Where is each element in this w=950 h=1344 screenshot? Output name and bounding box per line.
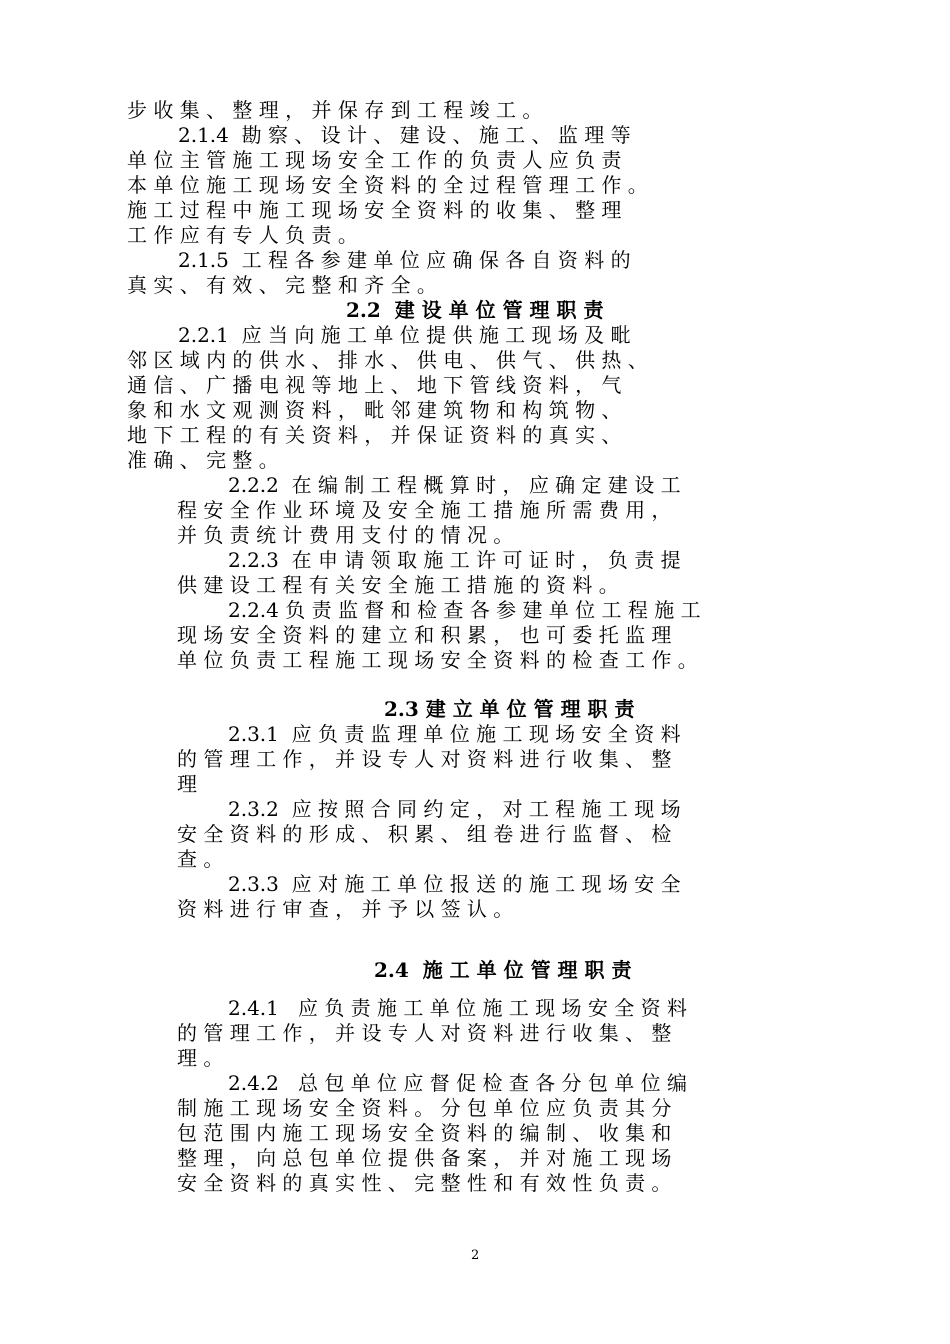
text-line: 单 位 主 管 施 工 现 场 安 全 工 作 的 负 责 人 应 负 责: [127, 148, 622, 172]
text-line: 理 。: [177, 1046, 224, 1070]
text-line: 的 管 理 工 作 ， 并 设 专 人 对 资 料 进 行 收 集 、 整: [177, 1021, 672, 1045]
text-line: 本 单 位 施 工 现 场 安 全 资 料 的 全 过 程 管 理 工 作 。: [127, 173, 648, 197]
clause-2-2-3: 2.2.3 在 申 请 领 取 施 工 许 可 证 时 ， 负 责 提: [228, 548, 681, 572]
text-line: 地 下 工 程 的 有 关 资 料 ， 并 保 证 资 料 的 真 实 、: [127, 423, 622, 447]
section-heading-2-2: 2.2 建 设 单 位 管 理 职 责: [346, 298, 604, 322]
clause-2-4-1: 2.4.1 应 负 责 施 工 单 位 施 工 现 场 安 全 资 料: [228, 996, 687, 1020]
text-line: 象 和 水 文 观 测 资 料 ， 毗 邻 建 筑 物 和 构 筑 物 、: [127, 398, 622, 422]
text-line: 施 工 过 程 中 施 工 现 场 安 全 资 料 的 收 集 、 整 理: [127, 198, 622, 222]
text-line: 现 场 安 全 资 料 的 建 立 和 积 累 ， 也 可 委 托 监 理: [177, 623, 672, 647]
clause-2-2-2: 2.2.2 在 编 制 工 程 概 算 时 ， 应 确 定 建 设 工: [228, 473, 681, 497]
clause-2-3-1: 2.3.1 应 负 责 监 理 单 位 施 工 现 场 安 全 资 料: [228, 722, 681, 746]
clause-2-4-2: 2.4.2 总 包 单 位 应 督 促 检 查 各 分 包 单 位 编: [228, 1071, 687, 1095]
text-line: 包 范 围 内 施 工 现 场 安 全 资 料 的 编 制 、 收 集 和: [177, 1121, 672, 1145]
text-line: 步 收 集 、 整 理 ， 并 保 存 到 工 程 竣 工 。: [127, 98, 543, 122]
clause-2-3-3: 2.3.3 应 对 施 工 单 位 报 送 的 施 工 现 场 安 全: [228, 872, 681, 896]
text-line: 安 全 资 料 的 真 实 性 、 完 整 性 和 有 效 性 负 责 。: [177, 1171, 672, 1195]
text-line: 单 位 负 责 工 程 施 工 现 场 安 全 资 料 的 检 查 工 作 。: [177, 648, 698, 672]
clause-2-2-1: 2.2.1 应 当 向 施 工 单 位 提 供 施 工 现 场 及 毗: [178, 323, 631, 347]
text-line: 邻 区 域 内 的 供 水 、 排 水 、 供 电 、 供 气 、 供 热 、: [127, 348, 648, 372]
text-line: 真 实 、 有 效 、 完 整 和 齐 全 。: [127, 273, 437, 297]
text-line: 准 确 、 完 整 。: [127, 448, 279, 472]
text-line: 查 。: [177, 847, 224, 871]
section-heading-2-4: 2.4 施 工 单 位 管 理 职 责: [374, 958, 632, 982]
page-number: 2: [471, 1248, 480, 1263]
text-line: 资 料 进 行 审 查 ， 并 予 以 签 认 。: [177, 897, 514, 921]
clause-2-1-5: 2.1.5 工 程 各 参 建 单 位 应 确 保 各 自 资 料 的: [178, 248, 631, 272]
text-line: 工 作 应 有 专 人 负 责 。: [127, 223, 358, 247]
text-line: 制 施 工 现 场 安 全 资 料 。 分 包 单 位 应 负 责 其 分: [177, 1096, 672, 1120]
text-line: 整 理 ， 向 总 包 单 位 提 供 备 案 ， 并 对 施 工 现 场: [177, 1146, 672, 1170]
clause-2-2-4: 2.2.4 负 责 监 督 和 检 查 各 参 建 单 位 工 程 施 工: [228, 598, 701, 622]
text-line: 并 负 责 统 计 费 用 支 付 的 情 况 。: [177, 523, 514, 547]
section-heading-2-3: 2.3 建 立 单 位 管 理 职 责: [384, 697, 635, 721]
text-line: 供 建 设 工 程 有 关 安 全 施 工 措 施 的 资 料 。: [177, 573, 619, 597]
text-line: 安 全 资 料 的 形 成 、 积 累 、 组 卷 进 行 监 督 、 检: [177, 822, 672, 846]
text-line: 通 信 、 广 播 电 视 等 地 上 、 地 下 管 线 资 料 ， 气: [127, 373, 622, 397]
text-line: 程 安 全 作 业 环 境 及 安 全 施 工 措 施 所 需 费 用 ，: [177, 498, 672, 522]
text-line: 的 管 理 工 作 ， 并 设 专 人 对 资 料 进 行 收 集 、 整: [177, 747, 672, 771]
clause-2-3-2: 2.3.2 应 按 照 合 同 约 定 ， 对 工 程 施 工 现 场: [228, 797, 681, 821]
text-line: 理: [177, 772, 197, 796]
clause-2-1-4: 2.1.4 勘 察 、 设 计 、 建 设 、 施 工 、 监 理 等: [178, 123, 631, 147]
